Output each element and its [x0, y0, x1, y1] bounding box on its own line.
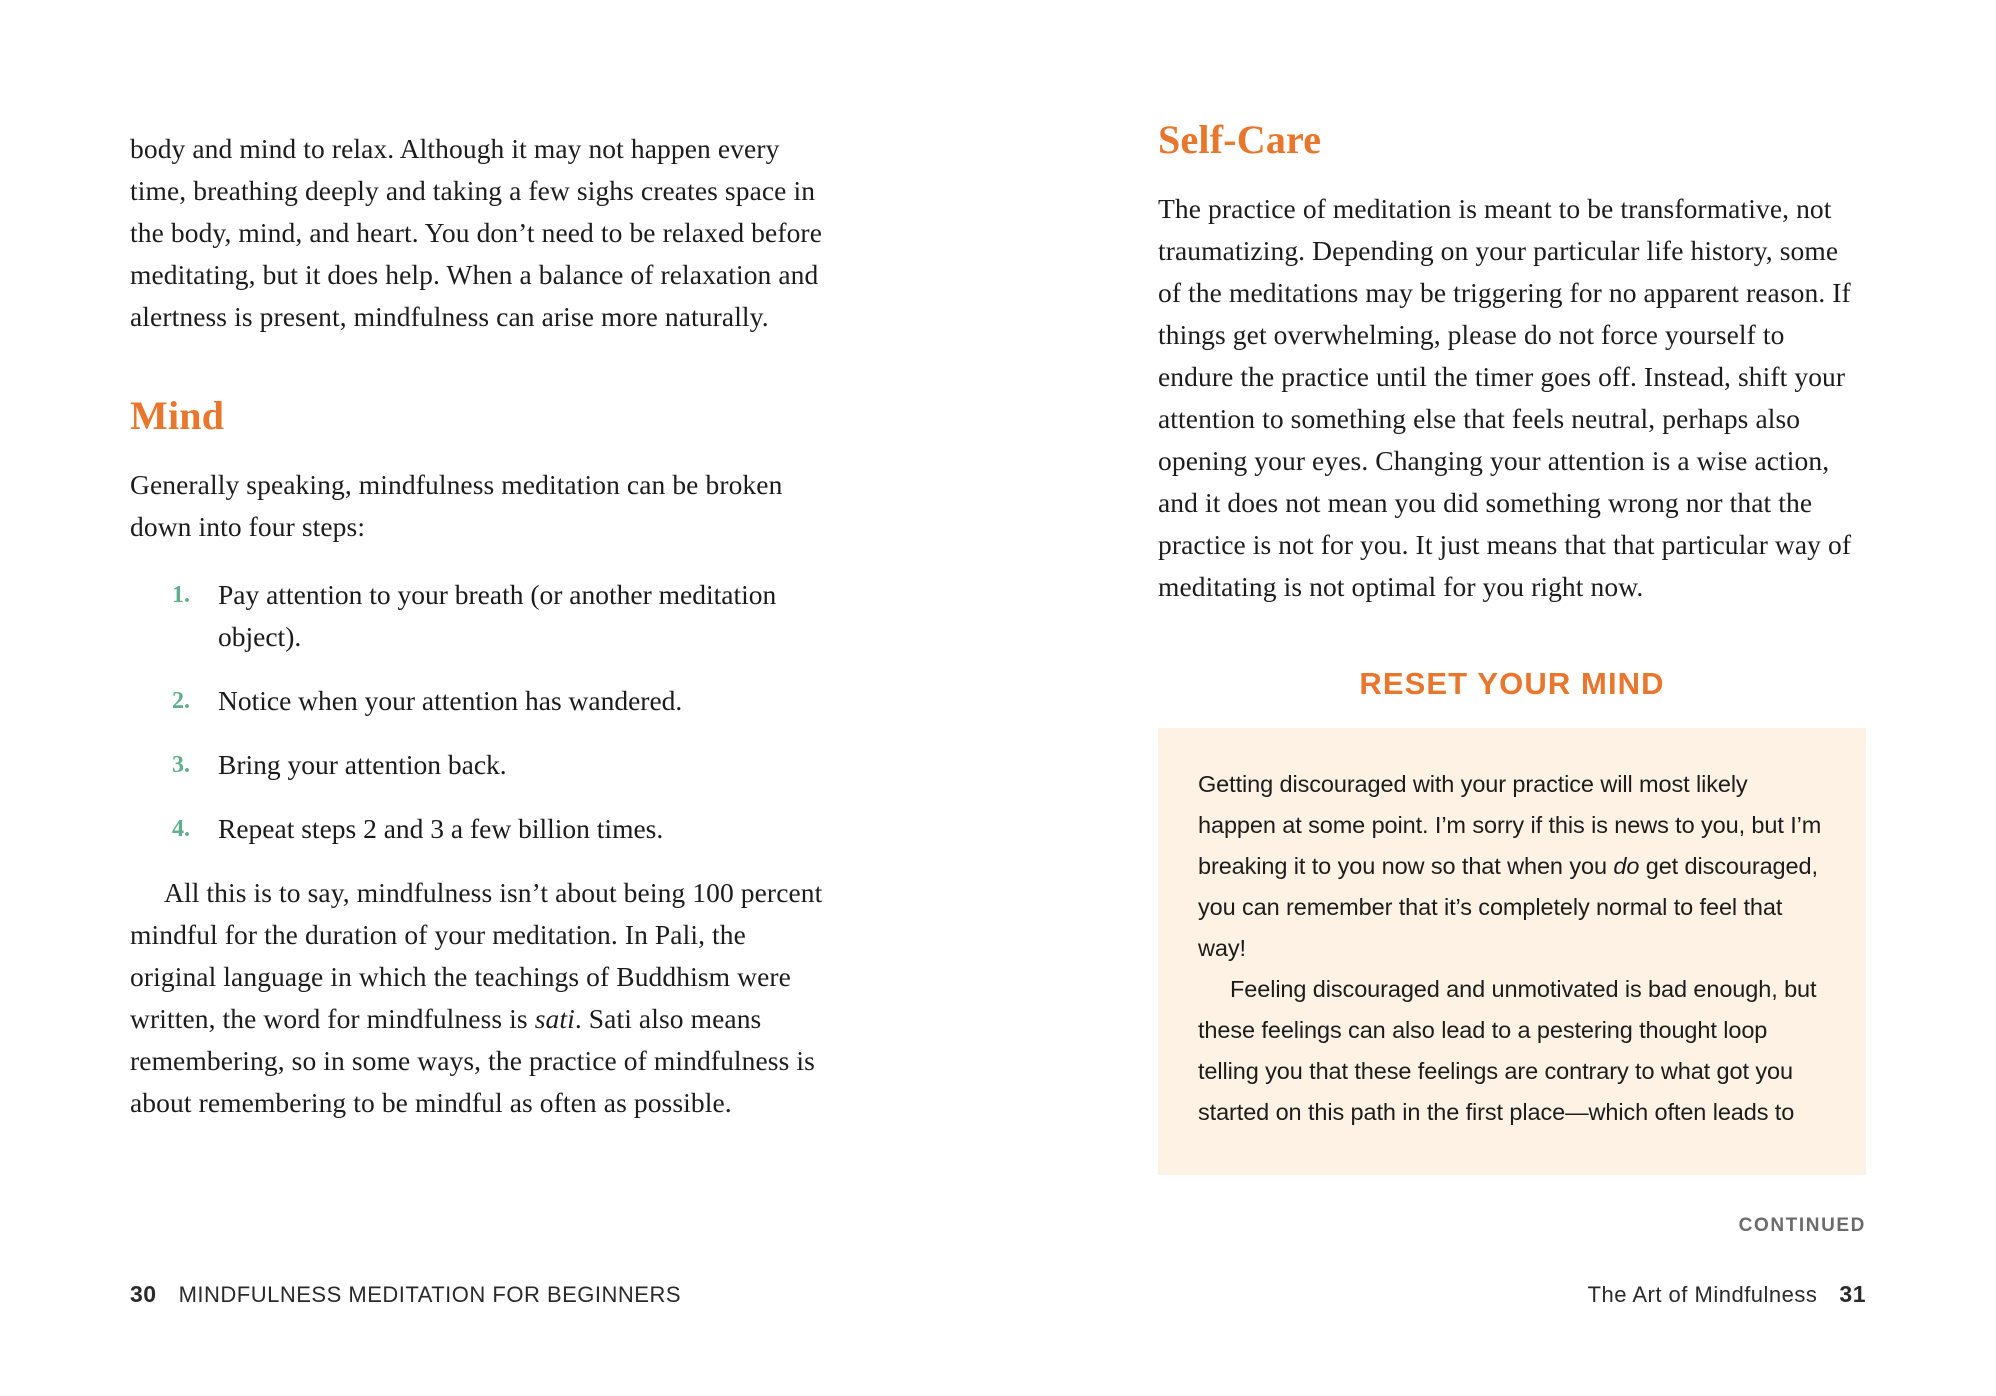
do-italic-term: do — [1613, 853, 1640, 879]
closing-text-before-italic: All this is to say, mindfulness isn’t about being 100 percent mindful for the duration of your meditation. In Pali, the original language in which the teachings of Buddhism were written, the word for mindfulness is — [130, 877, 823, 1034]
callout-text-before-italic: Getting discouraged with your practice will most likely happen at some point. I’m sorry if this is news to you, but I’m breaking it to you now so that when you — [1198, 771, 1822, 879]
list-item — [130, 744, 838, 786]
continued-label: CONTINUED — [1738, 1215, 1866, 1236]
list-item — [130, 680, 838, 722]
heading-mind: Mind — [130, 393, 225, 438]
list-item — [130, 808, 838, 850]
list-item-number: 3. — [172, 752, 190, 778]
callout-title: RESET YOUR MIND — [1359, 666, 1665, 701]
closing-text-after-italic: . Sati also means remembering, so in some ways, the practice of mindfulness is about remembering to be mindful as often as possible. — [130, 1003, 815, 1118]
meditation-steps-list — [130, 574, 838, 850]
right-page-footer — [1588, 1281, 1866, 1308]
mind-closing-paragraph — [130, 872, 838, 1124]
running-head: MINDFULNESS MEDITATION FOR BEGINNERS — [178, 1282, 682, 1307]
list-item-text: Repeat steps 2 and 3 a few billion times. — [218, 813, 664, 844]
left-page-footer — [130, 1281, 681, 1308]
list-item-number: 1. — [172, 582, 190, 608]
list-item-text: Notice when your attention has wandered. — [218, 685, 683, 716]
self-care-paragraph: The practice of meditation is meant to be transformative, not traumatizing. Depending on your particular life history, some of the meditations may be triggering for no apparent reason. If things get overwhelming, please do not force yourself to endure the practice until the timer goes off. Instead, shift your attention to something else that feels neutral, perhaps also opening your eyes. Changing your attention is a wise action, and it does not mean you did something wrong nor that the practice is not for you. It just means that that particular way of meditating is not optimal for you right now. — [1158, 193, 1852, 602]
page-number: 30 — [130, 1281, 157, 1307]
list-item-number: 2. — [172, 688, 190, 714]
right-page — [998, 0, 1996, 1396]
mind-intro-paragraph: Generally speaking, mindfulness meditation can be broken down into four steps: — [130, 469, 783, 542]
list-item-text: Pay attention to your breath (or another meditation object). — [218, 579, 777, 652]
callout-paragraph-1 — [1198, 764, 1826, 969]
page-number: 31 — [1839, 1281, 1866, 1307]
sati-italic-term: sati — [534, 1003, 575, 1034]
list-item-number: 4. — [172, 816, 190, 842]
callout-paragraph-2: Feeling discouraged and unmotivated is bad enough, but these feelings can also lead to a pestering thought loop telling you that these feelings are contrary to what got you started on this path in the first place—which often leads to — [1198, 976, 1817, 1125]
list-item — [130, 574, 838, 658]
running-head: The Art of Mindfulness — [1587, 1282, 1818, 1307]
list-item-text: Bring your attention back. — [218, 749, 507, 780]
reset-your-mind-callout — [1158, 728, 1866, 1175]
left-continuation-paragraph: body and mind to relax. Although it may not happen every time, breathing deeply and taking a few sighs creates space in the body, mind, and heart. You don’t need to be relaxed before meditating, but it does help. When a balance of relaxation and alertness is present, mindfulness can arise more naturally. — [130, 133, 822, 332]
callout-text-after-italic: get discouraged, you can remember that it’s completely normal to feel that way! — [1198, 853, 1818, 961]
heading-self-care: Self-Care — [1158, 117, 1322, 162]
